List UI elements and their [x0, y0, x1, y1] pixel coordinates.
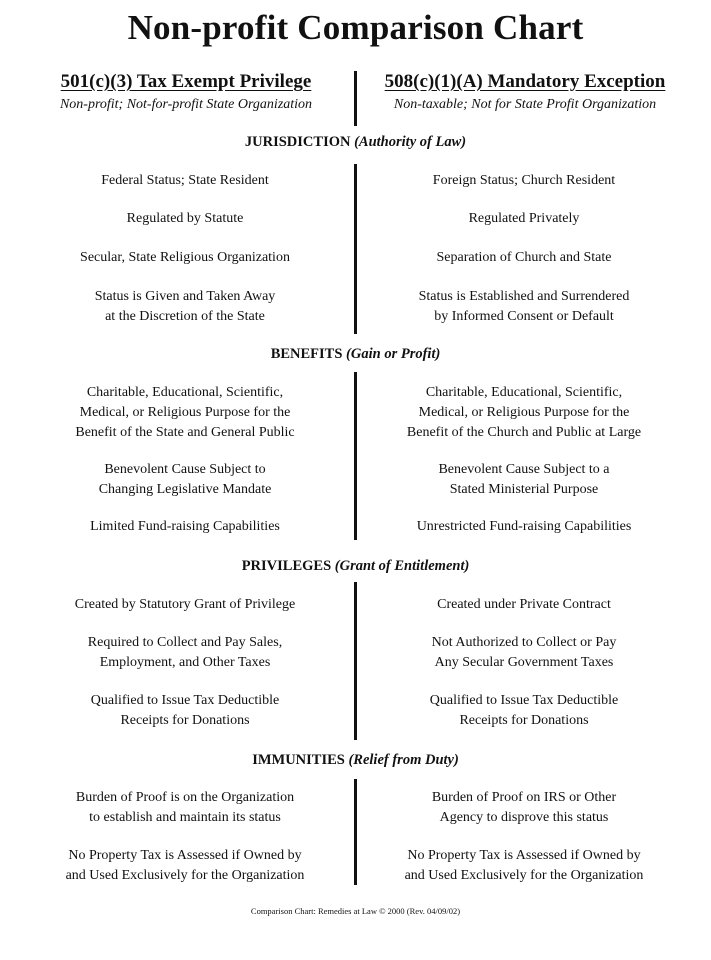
cell-left: Benevolent Cause Subject to Changing Legislative Mandate — [98, 462, 272, 497]
cell-right: Regulated Privately — [468, 211, 580, 226]
column-header-501c3 — [16, 70, 356, 115]
section-subtitle: (Authority of Law) — [354, 134, 467, 150]
section-subtitle: (Relief from Duty) — [348, 752, 459, 768]
column-header-508c1a — [355, 70, 695, 115]
section-title-privileges — [0, 557, 711, 575]
cell-left: Charitable, Educational, Scientific, Medical, or Religious Purpose for the Benefit of the State and General Public — [75, 385, 295, 440]
cell-left: Regulated by Statute — [126, 211, 244, 226]
cell-left: Secular, State Religious Organization — [80, 250, 290, 265]
cell-left: No Property Tax is Assessed if Owned by and Used Exclusively for the Organization — [65, 848, 305, 883]
cell-left: Status is Given and Taken Away at the Discretion of the State — [94, 289, 276, 324]
section-name: BENEFITS — [270, 346, 343, 362]
section-divider-privileges — [354, 582, 357, 740]
cell-right: Not Authorized to Collect or Pay Any Secular Government Taxes — [431, 635, 617, 670]
cell-right: Unrestricted Fund-raising Capabilities — [416, 519, 632, 534]
cell-right: Benevolent Cause Subject to a Stated Ministerial Purpose — [438, 462, 610, 497]
cell-left: Qualified to Issue Tax Deductible Receipts for Donations — [90, 693, 280, 728]
section-subtitle: (Grant of Entitlement) — [334, 558, 470, 574]
cell-right: Foreign Status; Church Resident — [432, 173, 616, 188]
cell-right: No Property Tax is Assessed if Owned by and Used Exclusively for the Organization — [404, 848, 644, 883]
cell-left: Limited Fund-raising Capabilities — [90, 519, 280, 534]
cell-right: Charitable, Educational, Scientific, Medical, or Religious Purpose for the Benefit of the Church and Public at Large — [406, 385, 642, 440]
section-divider-jurisdiction — [354, 164, 357, 334]
section-subtitle: (Gain or Profit) — [346, 346, 441, 362]
page-title: Non-profit Comparison Chart — [127, 8, 584, 47]
cell-left: Required to Collect and Pay Sales, Employment, and Other Taxes — [87, 635, 283, 670]
footer-copyright: Comparison Chart: Remedies at Law © 2000 (Rev. 04/09/02) — [250, 906, 461, 916]
section-name: PRIVILEGES — [241, 558, 332, 574]
cell-right: Burden of Proof on IRS or Other Agency to disprove this status — [431, 790, 617, 825]
section-title-immunities — [0, 751, 711, 769]
section-name: JURISDICTION — [244, 134, 351, 150]
column-heading: 501(c)(3) Tax Exempt Privilege — [60, 71, 312, 92]
column-subtitle: Non-taxable; Not for State Profit Organization — [393, 97, 657, 112]
section-divider-immunities — [354, 779, 357, 885]
cell-left: Created by Statutory Grant of Privilege — [74, 597, 296, 612]
cell-right: Qualified to Issue Tax Deductible Receipts for Donations — [429, 693, 619, 728]
header-divider — [354, 71, 357, 126]
cell-right: Separation of Church and State — [436, 250, 612, 265]
cell-right: Created under Private Contract — [437, 597, 611, 612]
column-heading: 508(c)(1)(A) Mandatory Exception — [384, 71, 666, 92]
cell-left: Federal Status; State Resident — [101, 173, 269, 188]
cell-right: Status is Established and Surrendered by Informed Consent or Default — [418, 289, 630, 324]
cell-left: Burden of Proof is on the Organization to establish and maintain its status — [75, 790, 295, 825]
section-title-jurisdiction — [0, 133, 711, 151]
section-name: IMMUNITIES — [252, 752, 345, 768]
column-subtitle: Non-profit; Not-for-profit State Organization — [59, 97, 313, 112]
section-title-benefits — [0, 345, 711, 363]
section-divider-benefits — [354, 372, 357, 540]
